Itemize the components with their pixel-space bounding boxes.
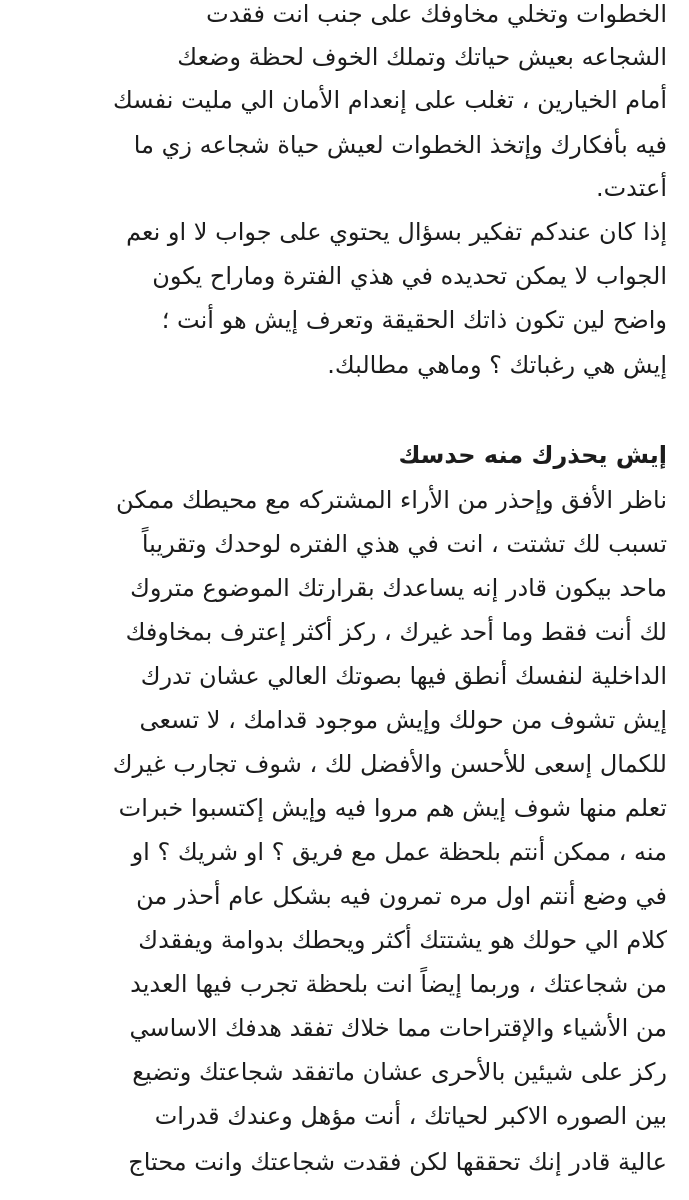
text-line: للكمال إسعى للأحسن والأفضل لك ، شوف تجارب غيرك bbox=[112, 750, 667, 778]
text-line: بين الصوره الاكبر لحياتك ، أنت مؤهل وعندك قدرات bbox=[154, 1102, 667, 1130]
section-heading: إيش يحذرك منه حدسك bbox=[398, 441, 667, 469]
text-line: لك أنت فقط وما أحد غيرك ، ركز أكثر إعترف بمخاوفك bbox=[125, 618, 667, 646]
text-line: إيش تشوف من حولك وإيش موجود قدامك ، لا تسعى bbox=[139, 706, 667, 734]
text-line: فيه بأفكارك وإتخذ الخطوات لعيش حياة شجاعه زي ما bbox=[133, 131, 667, 159]
text-line: تعلم منها شوف إيش هم مروا فيه وإيش إكتسبوا خبرات bbox=[118, 794, 667, 822]
text-line: في وضع أنتم اول مره تمرون فيه بشكل عام أحذر من bbox=[136, 882, 667, 910]
text-line: أمام الخيارين ، تغلب على إنعدام الأمان الي مليت نفسك bbox=[113, 86, 667, 114]
text-line: إذا كان عندكم تفكير بسؤال يحتوي على جواب لا او نعم bbox=[126, 218, 667, 246]
text-line: ركز على شيئين بالأحرى عشان ماتفقد شجاعتك وتضيع bbox=[132, 1058, 667, 1086]
text-line: من الأشياء والإقتراحات مما خلاك تفقد هدفك الاساسي bbox=[129, 1014, 667, 1042]
text-line: الجواب لا يمكن تحديده في هذي الفترة وماراح يكون bbox=[152, 262, 667, 290]
text-line: إيش هي رغباتك ؟ وماهي مطالبك. bbox=[327, 351, 667, 379]
text-line: ماحد بيكون قادر إنه يساعدك بقرارتك الموضوع متروك bbox=[130, 574, 667, 602]
text-line: أعتدت. bbox=[595, 174, 667, 202]
text-line: من شجاعتك ، وربما إيضاً انت بلحظة تجرب فيها العديد bbox=[130, 970, 667, 998]
text-line: عالية قادر إنك تحققها لكن فقدت شجاعتك وانت محتاج bbox=[128, 1148, 667, 1176]
text-line: كلام الي حولك هو يشتتك أكثر ويحطك بدوامة ويفقدك bbox=[138, 926, 667, 954]
text-line: الداخلية لنفسك أنطق فيها بصوتك العالي عشان تدرك bbox=[140, 662, 667, 690]
text-line: الخطوات وتخلي مخاوفك على جنب انت فقدت bbox=[206, 0, 667, 28]
text-line: الشجاعه بعيش حياتك وتملك الخوف لحظة وضعك bbox=[177, 43, 667, 71]
text-line: منه ، ممكن أنتم بلحظة عمل مع فريق ؟ او شريك ؟ او bbox=[131, 838, 667, 866]
text-line: ناظر الأفق وإحذر من الأراء المشتركه مع محيطك ممكن bbox=[116, 486, 667, 514]
text-line: واضح لين تكون ذاتك الحقيقة وتعرف إيش هو أنت ؛ bbox=[161, 306, 667, 334]
text-line: تسبب لك تشتت ، انت في هذي الفتره لوحدك وتقريباً bbox=[141, 530, 667, 558]
